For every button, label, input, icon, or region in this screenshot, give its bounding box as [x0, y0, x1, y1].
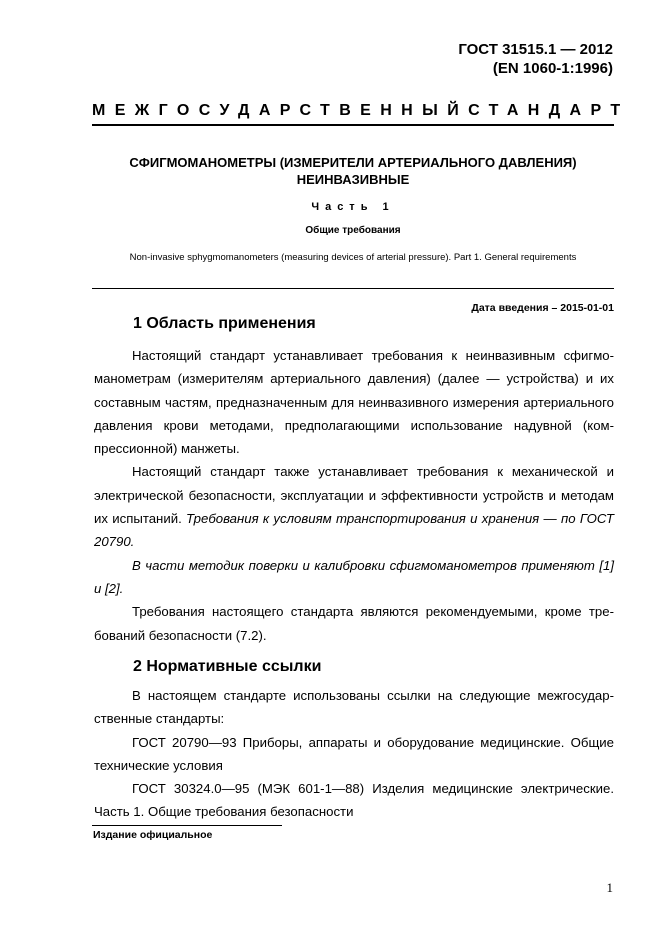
section1-paragraph-2: [94, 460, 614, 553]
section2-paragraph-1: В настоящем стандарте использованы ссылки на следующие межгосударственные стандарты:: [94, 688, 614, 727]
official-edition-label: Издание официальное: [93, 829, 213, 841]
section2-body: [94, 684, 614, 824]
section1-paragraph-1: Настоящий стандарт устанавливает требования к неинвазивным сфигмоманометрам (измерителям артериального давления) (далее — устройства) и их составным частям, предназначенным для неинвазивного измерения артериального давления крови методами, предполагающими использование надувной (компрессионной) манжеты.: [94, 348, 614, 457]
interstate-standard-label: [92, 102, 630, 120]
footer-rule: [92, 825, 282, 826]
interstate-word-1: МЕЖГОСУДАРСТВЕННЫЙ: [92, 102, 469, 119]
title-rule: [92, 288, 614, 289]
section1-paragraph-4: Требования настоящего стандарта являются рекомендуемыми, кроме требований безопасности (7.2).: [94, 604, 614, 643]
section2-reference-2: ГОСТ 30324.0—95 (МЭК 601-1—88) Изделия медицинские электрические. Часть 1. Общие требования безопасности: [94, 781, 614, 820]
date-of-introduction: Дата введения – 2015-01-01: [471, 302, 614, 314]
section1-heading: 1 Область применения: [133, 315, 316, 332]
subtitle: Общие требования: [305, 225, 401, 236]
section2-reference-1: ГОСТ 20790—93 Приборы, аппараты и оборудование медицинские. Общие технические условия: [94, 734, 614, 773]
interstate-word-2: СТАНДАРТ: [468, 102, 630, 119]
section1-paragraph-2-text: Настоящий стандарт также устанавливает требования к механической и электрической безопасности, эксплуатации и эффективности устройств и методам их испытаний.: [94, 464, 614, 527]
part-label: Часть 1: [311, 201, 395, 213]
english-title: Non-invasive sphygmomanometers (measuring devices of arterial pressure). Part 1. General requirements: [129, 252, 577, 263]
top-rule: [92, 124, 614, 126]
section2-heading: 2 Нормативные ссылки: [133, 658, 322, 675]
section1-body: [94, 344, 614, 647]
doc-title-line1: СФИГМОМАНОМЕТРЫ (ИЗМЕРИТЕЛИ АРТЕРИАЛЬНОГО ДАВЛЕНИЯ): [129, 155, 577, 170]
doc-title-line2: НЕИНВАЗИВНЫЕ: [296, 172, 410, 187]
en-number: (EN 1060-1:1996): [492, 60, 613, 77]
page-number: 1: [606, 880, 613, 895]
section1-paragraph-3: В части методик поверки и калибровки сфигмоманометров применяют [1] и [2].: [94, 557, 614, 596]
section1-paragraph-2-italic: Требования к условиям транспортирования и хранения — по ГОСТ 20790.: [94, 511, 614, 550]
gost-number: ГОСТ 31515.1 — 2012: [458, 41, 613, 58]
